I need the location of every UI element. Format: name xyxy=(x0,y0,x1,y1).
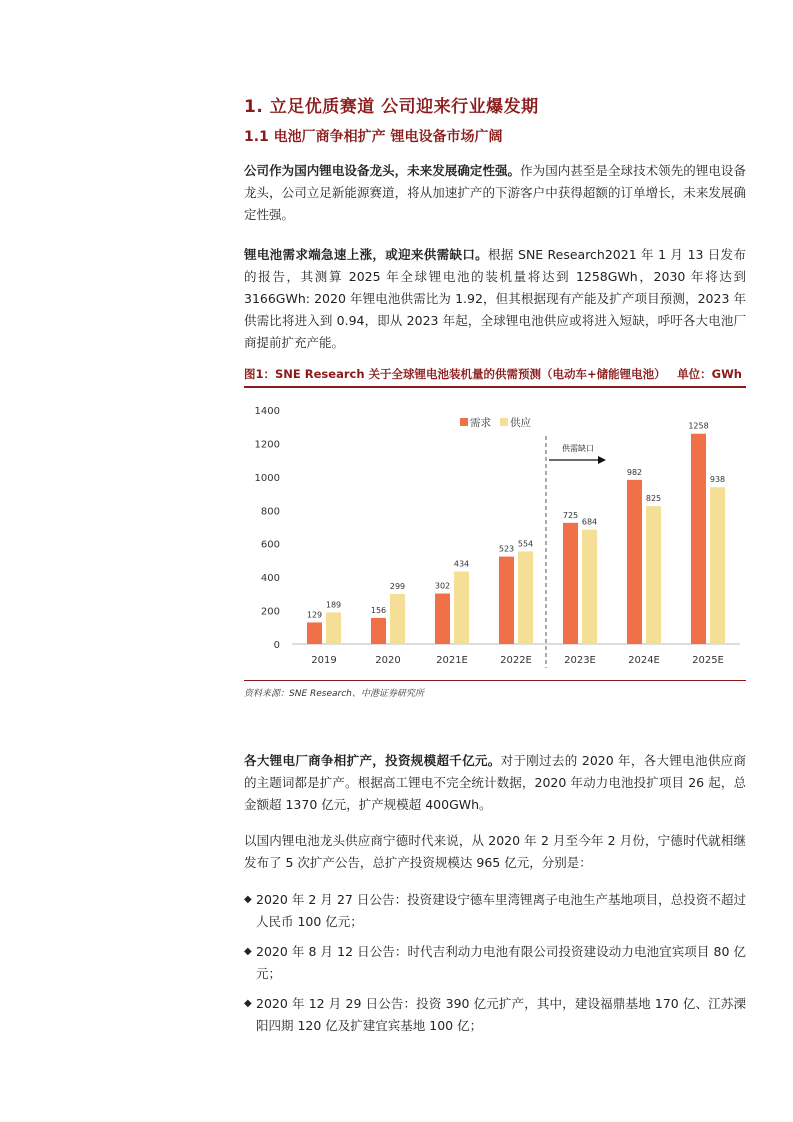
demand-bar xyxy=(435,594,450,644)
demand-bar xyxy=(691,434,706,644)
demand-bar xyxy=(499,557,514,644)
paragraph-body: 对于刚过去的 2020 年，各大锂电池供应商的主题词都是扩产。根据高工锂电不完全统计数据，2020 年动力电池投扩项目 26 起，总金额超 1370 亿元，扩产规模超 400GWh。 xyxy=(244,753,746,812)
figure-bottom-rule xyxy=(244,680,746,681)
list-item-text: 2020 年 2 月 27 日公告：投资建设宁德车里湾锂离子电池生产基地项目，总投资不超过人民币 100 亿元； xyxy=(256,892,746,929)
y-tick-label: 600 xyxy=(260,539,280,551)
supply-bar xyxy=(646,506,661,644)
y-tick-label: 800 xyxy=(260,506,280,518)
data-label: 1258 xyxy=(688,421,709,431)
x-tick-label: 2021E xyxy=(436,655,468,666)
paragraph-expansion xyxy=(244,750,746,816)
gap-annotation: 供需缺口 xyxy=(562,444,594,453)
list-item xyxy=(244,941,746,985)
data-label: 129 xyxy=(306,610,323,620)
x-tick-label: 2022E xyxy=(500,655,532,666)
x-tick-label: 2023E xyxy=(564,655,596,666)
y-tick-label: 1400 xyxy=(254,406,280,417)
demand-bar xyxy=(627,480,642,644)
paragraph-lead: 公司作为国内锂电设备龙头，未来发展确定性强。 xyxy=(244,163,521,178)
paragraph-catl xyxy=(244,830,746,874)
legend-swatch xyxy=(460,418,468,426)
data-label: 299 xyxy=(389,582,406,592)
supply-bar xyxy=(582,530,597,644)
y-tick-label: 1000 xyxy=(254,472,280,484)
x-tick-label: 2020 xyxy=(375,655,401,666)
supply-bar xyxy=(454,571,469,644)
paragraph-body: 以国内锂电池龙头供应商宁德时代来说，从 2020 年 2 月至今年 2 月份，宁德时代就相继发布了 5 次扩产公告，总扩产投资规模达 965 亿元，分别是： xyxy=(244,833,746,870)
bullet-diamond-icon: ◆ xyxy=(244,894,252,905)
figure-title xyxy=(244,366,746,382)
paragraph-lead: 各大锂电厂商争相扩产，投资规模超千亿元。 xyxy=(244,753,501,768)
legend-label: 需求 xyxy=(470,417,491,429)
paragraph-body: 作为国内甚至是全球技术领先的锂电设备龙头，公司立足新能源赛道，将从加速扩产的下游客户中获得超额的订单增长，未来发展确定性强。 xyxy=(244,163,746,222)
demand-bar xyxy=(371,618,386,644)
data-label: 938 xyxy=(709,475,726,485)
x-tick-label: 2024E xyxy=(628,655,660,666)
figure-caption: 图1：SNE Research 关于全球锂电池装机量的供需预测（电动车+储能锂电池） xyxy=(244,367,666,381)
legend-swatch xyxy=(500,418,508,426)
bullet-diamond-icon: ◆ xyxy=(244,946,252,957)
list-item-text: 2020 年 12 月 29 日公告：投资 390 亿元扩产，其中，建设福鼎基地 170 亿、江苏溧阳四期 120 亿及扩建宜宾基地 100 亿； xyxy=(256,996,746,1033)
supply-bar xyxy=(390,594,405,644)
figure-source: 资料来源：SNE Research、中港证券研究所 xyxy=(244,689,424,699)
y-tick-label: 1200 xyxy=(254,439,280,451)
data-label: 523 xyxy=(498,544,515,554)
data-label: 189 xyxy=(325,600,342,610)
list-item xyxy=(244,993,746,1037)
list-item-text: 2020 年 8 月 12 日公告：时代吉利动力电池有限公司投资建设动力电池宜宾项目 80 亿元； xyxy=(256,944,746,981)
paragraph-intro xyxy=(244,160,746,226)
x-tick-label: 2019 xyxy=(311,655,337,666)
data-label: 825 xyxy=(645,494,662,504)
supply-bar xyxy=(710,487,725,644)
demand-bar xyxy=(563,523,578,644)
data-label: 684 xyxy=(581,517,598,527)
y-tick-label: 200 xyxy=(260,606,280,618)
figure-unit: 单位：GWh xyxy=(677,367,742,381)
data-label: 156 xyxy=(370,605,387,615)
supply-demand-bar-chart xyxy=(244,396,746,676)
announcement-list xyxy=(244,889,746,1045)
paragraph-body: 根据 SNE Research2021 年 1 月 13 日发布的报告，其测算 2025 年全球锂电池的装机量将达到 1258GWh，2030 年将达到 3166GWh: 2020 年锂电池供需比为 1.92，但其根据现有产能及扩产项目预测，2023 年供需比将进入到 0.94，即从 2023 年起，全球锂电池供应或将进入短缺，呼吁各大电池厂商提前扩充产能。 xyxy=(244,247,746,350)
supply-bar xyxy=(518,551,533,644)
y-tick-label: 0 xyxy=(273,640,280,651)
arrow-right-icon xyxy=(598,456,606,464)
subsection-heading: 1.1 电池厂商争相扩产 锂电设备市场广阔 xyxy=(244,129,503,145)
y-tick-label: 400 xyxy=(260,573,280,585)
list-item xyxy=(244,889,746,933)
legend-label: 供应 xyxy=(510,417,531,429)
figure-top-rule xyxy=(244,386,746,388)
x-tick-label: 2025E xyxy=(692,655,724,666)
paragraph-demand xyxy=(244,244,746,354)
supply-bar xyxy=(326,612,341,644)
data-label: 434 xyxy=(453,559,470,569)
section-heading: 1. 立足优质赛道 公司迎来行业爆发期 xyxy=(244,97,539,117)
data-label: 554 xyxy=(517,539,534,549)
demand-bar xyxy=(307,622,322,644)
data-label: 302 xyxy=(434,581,451,591)
bullet-diamond-icon: ◆ xyxy=(244,998,252,1009)
paragraph-lead: 锂电池需求端急速上涨，或迎来供需缺口。 xyxy=(244,247,489,262)
data-label: 725 xyxy=(562,510,579,520)
data-label: 982 xyxy=(626,467,643,477)
